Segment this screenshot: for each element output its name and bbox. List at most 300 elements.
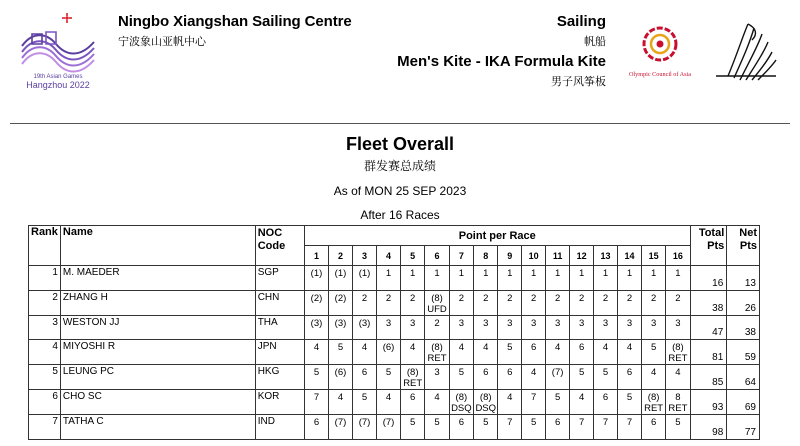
race-points-value: 4 [410, 342, 416, 353]
race-points-value: 5 [650, 342, 657, 353]
race-points-cell [570, 315, 594, 340]
race-points-cell [594, 315, 618, 340]
race-points-value: 5 [578, 367, 585, 378]
race-points-value: (2) [334, 292, 347, 304]
col-header-noc [255, 226, 304, 266]
noc-cell: CHN [255, 290, 304, 315]
race-points-value: 2 [554, 292, 561, 304]
race-points-cell [474, 365, 498, 390]
race-points-cell [546, 365, 570, 390]
name-cell: TATHA C [60, 415, 255, 440]
race-points-value: 1 [650, 268, 657, 279]
race-points-cell [570, 415, 594, 440]
race-points-cell [641, 266, 665, 291]
total-points-cell: 47 [690, 315, 727, 340]
col-header-noc-line2: Code [257, 240, 286, 252]
race-points-cell [474, 390, 498, 415]
race-points-cell [449, 390, 473, 415]
race-points-cell [304, 390, 328, 415]
race-points-cell [641, 340, 665, 365]
race-penalty-code: RET [427, 353, 447, 364]
race-points-value: 5 [626, 392, 633, 403]
race-points-cell [618, 340, 642, 365]
name-cell: MIYOSHI R [60, 340, 255, 365]
race-points-cell [328, 340, 352, 365]
race-points-cell [522, 290, 546, 315]
race-points-value: 3 [578, 317, 585, 329]
rank-cell: 2 [29, 290, 61, 315]
race-points-cell [377, 315, 401, 340]
event-block [397, 13, 606, 89]
race-points-value: 6 [410, 392, 416, 403]
race-points-value: 6 [483, 367, 489, 378]
race-number-header: 7 [449, 246, 473, 266]
race-points-cell [401, 390, 425, 415]
race-points-value: (7) [358, 417, 371, 428]
race-penalty-code: DSQ [475, 403, 497, 414]
race-points-cell [618, 390, 642, 415]
race-points-value: 4 [337, 392, 344, 403]
col-header-noc-line1: NOC [257, 227, 283, 239]
race-points-cell [353, 390, 377, 415]
race-points-value: 1 [458, 268, 464, 279]
race-points-value: 3 [602, 317, 609, 329]
col-header-total-line2: Pts [707, 240, 725, 252]
race-points-value: 2 [675, 292, 681, 304]
event-name-en: Men's Kite - IKA Formula Kite [397, 53, 606, 70]
race-points-cell [641, 315, 665, 340]
race-points-cell [641, 290, 665, 315]
race-points-value: (6) [334, 367, 347, 378]
race-points-value: 3 [650, 317, 657, 329]
race-points-value: (8) [455, 392, 468, 403]
net-points-cell: 64 [727, 365, 760, 390]
race-points-cell [401, 266, 425, 291]
race-points-cell [666, 266, 690, 291]
race-points-cell [618, 266, 642, 291]
header [0, 0, 800, 96]
race-points-value: 5 [530, 417, 537, 428]
race-points-value: (8) [479, 392, 492, 403]
race-points-value: (7) [382, 417, 395, 428]
race-points-cell [522, 415, 546, 440]
race-points-cell [522, 315, 546, 340]
race-points-value: 4 [434, 392, 440, 403]
race-points-value: (8) [406, 367, 419, 378]
race-penalty-code: RET [668, 403, 688, 414]
race-points-cell [474, 340, 498, 365]
results-body [29, 266, 760, 440]
page-title-zh: 群发赛总成绩 [363, 159, 436, 173]
rank-cell: 5 [29, 365, 61, 390]
table-row [29, 266, 760, 291]
table-row [29, 365, 760, 390]
table-row [29, 390, 760, 415]
race-points-cell [570, 390, 594, 415]
race-points-cell [353, 365, 377, 390]
race-points-cell [666, 340, 690, 365]
header-divider [10, 123, 790, 124]
race-points-value: 4 [458, 342, 464, 353]
race-points-value: 3 [530, 317, 537, 329]
race-points-value: 7 [530, 392, 537, 403]
race-points-value: 5 [313, 367, 320, 378]
race-penalty-code: RET [403, 378, 423, 389]
total-points-cell: 85 [690, 365, 727, 390]
race-points-value: 1 [554, 268, 561, 279]
race-points-cell [594, 290, 618, 315]
race-points-value: 2 [626, 292, 633, 304]
race-points-value: 5 [434, 417, 440, 428]
col-header-net-line2: Pts [739, 240, 757, 252]
race-points-value: 1 [507, 268, 513, 279]
name-cell: CHO SC [60, 390, 255, 415]
logo-text-line2: Hangzhou 2022 [26, 80, 90, 90]
race-points-cell [304, 340, 328, 365]
race-points-value: (3) [334, 317, 347, 329]
race-points-value: 3 [434, 367, 440, 378]
race-points-value: 7 [578, 417, 585, 428]
race-points-cell [618, 290, 642, 315]
race-points-cell [377, 290, 401, 315]
race-points-cell [546, 290, 570, 315]
venue-block [118, 13, 352, 49]
race-points-value: 3 [458, 317, 464, 329]
race-points-value: 4 [313, 342, 320, 353]
race-points-value: 3 [385, 317, 392, 329]
race-number-header: 3 [353, 246, 377, 266]
race-points-value: 6 [554, 417, 561, 428]
race-number-header: 16 [666, 246, 690, 266]
race-points-cell [425, 266, 449, 291]
race-points-value: 8 [675, 392, 681, 403]
race-points-cell [546, 315, 570, 340]
rank-cell: 4 [29, 340, 61, 365]
race-points-value: 6 [313, 417, 320, 428]
race-points-value: 5 [483, 417, 489, 428]
race-points-cell [474, 415, 498, 440]
race-points-cell [594, 415, 618, 440]
race-points-value: 7 [602, 417, 609, 428]
table-row [29, 290, 760, 315]
race-points-value: 6 [507, 367, 513, 378]
race-points-cell [594, 340, 618, 365]
noc-cell: HKG [255, 365, 304, 390]
venue-name-zh: 宁波象山亚帆中心 [118, 36, 206, 48]
race-points-cell [546, 390, 570, 415]
race-points-cell [401, 415, 425, 440]
race-points-value: 4 [530, 367, 537, 378]
race-points-cell [594, 390, 618, 415]
oca-logo-text: Olympic Council of Asia [628, 71, 692, 78]
race-points-cell [377, 340, 401, 365]
race-points-value: (1) [334, 268, 347, 279]
race-points-value: 2 [361, 292, 368, 304]
venue-name-en: Ningbo Xiangshan Sailing Centre [118, 13, 352, 30]
race-number-header: 13 [594, 246, 618, 266]
race-points-value: (3) [358, 317, 371, 329]
race-points-value: 5 [337, 342, 344, 353]
race-points-value: 6 [458, 417, 464, 428]
race-points-cell [498, 390, 522, 415]
race-number-header: 10 [522, 246, 546, 266]
rank-cell: 6 [29, 390, 61, 415]
race-points-value: 5 [675, 417, 681, 428]
race-points-value: 3 [626, 317, 633, 329]
total-points-cell: 98 [690, 415, 727, 440]
race-points-value: 1 [602, 268, 609, 279]
col-header-rank: Rank [29, 226, 61, 266]
race-points-cell [498, 266, 522, 291]
race-points-value: 1 [530, 268, 537, 279]
race-points-cell [498, 290, 522, 315]
race-points-value: 1 [434, 268, 440, 279]
name-cell: LEUNG PC [60, 365, 255, 390]
logo-text-line1: 19th Asian Games [33, 74, 83, 80]
race-points-cell [570, 266, 594, 291]
net-points-cell: 69 [727, 390, 760, 415]
race-points-cell [618, 315, 642, 340]
race-points-cell [498, 415, 522, 440]
race-points-cell [618, 365, 642, 390]
race-points-value: (8) [431, 292, 443, 304]
net-points-cell: 59 [727, 340, 760, 365]
race-points-value: 6 [530, 342, 537, 353]
race-points-value: 1 [626, 268, 633, 279]
col-header-points-per-race: Point per Race [304, 226, 690, 246]
race-number-header: 8 [474, 246, 498, 266]
col-header-total-line1: Total [698, 227, 725, 239]
race-points-value: 5 [602, 367, 609, 378]
race-points-value: 4 [385, 392, 392, 403]
race-points-value: 2 [530, 292, 537, 304]
table-row [29, 340, 760, 365]
page-title: Fleet Overall [345, 134, 455, 154]
race-points-cell [425, 340, 449, 365]
race-points-value: (3) [310, 317, 323, 329]
race-number-header: 4 [377, 246, 401, 266]
race-points-cell [377, 365, 401, 390]
race-points-value: 2 [507, 292, 513, 304]
race-points-value: 1 [675, 268, 681, 279]
race-points-cell [522, 390, 546, 415]
race-points-cell [546, 340, 570, 365]
race-points-value: 3 [554, 317, 561, 329]
race-points-cell [425, 390, 449, 415]
race-points-cell [304, 315, 328, 340]
total-points-cell: 38 [690, 290, 727, 315]
race-points-cell [401, 290, 425, 315]
race-points-cell [666, 365, 690, 390]
race-points-cell [401, 315, 425, 340]
race-points-cell [641, 415, 665, 440]
race-points-value: 2 [578, 292, 585, 304]
race-number-header: 14 [618, 246, 642, 266]
race-points-cell [449, 266, 473, 291]
race-points-value: 4 [602, 342, 609, 353]
race-points-value: (8) [431, 342, 443, 353]
race-points-value: 4 [578, 392, 585, 403]
race-points-value: 5 [554, 392, 561, 403]
table-header-row [29, 226, 760, 246]
race-points-value: 6 [361, 367, 368, 378]
race-points-cell [666, 415, 690, 440]
race-points-cell [666, 390, 690, 415]
race-points-cell [498, 340, 522, 365]
name-cell: ZHANG H [60, 290, 255, 315]
col-header-total [690, 226, 727, 266]
race-points-cell [401, 340, 425, 365]
race-points-cell [570, 340, 594, 365]
race-points-cell [449, 340, 473, 365]
net-points-cell: 38 [727, 315, 760, 340]
race-points-value: (2) [310, 292, 323, 304]
race-penalty-code: RET [668, 353, 688, 364]
race-points-value: 3 [507, 317, 513, 329]
net-points-cell: 77 [727, 415, 760, 440]
race-points-value: 1 [410, 268, 416, 279]
race-points-value: (1) [310, 268, 323, 279]
race-points-cell [328, 365, 352, 390]
race-penalty-code: UFD [427, 303, 447, 315]
race-points-value: 2 [434, 317, 440, 329]
table-row [29, 315, 760, 340]
race-points-value: 6 [602, 392, 609, 403]
race-points-cell [618, 415, 642, 440]
race-points-cell [666, 315, 690, 340]
race-points-value: 7 [507, 417, 513, 428]
event-name-zh: 男子风筝板 [551, 76, 606, 88]
race-number-header: 12 [570, 246, 594, 266]
race-number-header: 6 [425, 246, 449, 266]
oca-logo [622, 20, 698, 84]
race-points-value: 7 [313, 392, 320, 403]
race-points-cell [328, 390, 352, 415]
race-points-value: 5 [361, 392, 368, 403]
race-points-cell [522, 266, 546, 291]
race-points-value: 5 [507, 342, 513, 353]
rank-cell: 7 [29, 415, 61, 440]
race-points-value: 2 [385, 292, 392, 304]
col-header-net-line1: Net [739, 227, 757, 239]
noc-cell: THA [255, 315, 304, 340]
race-points-value: 4 [507, 392, 513, 403]
race-points-value: 4 [650, 367, 657, 378]
race-points-cell [377, 415, 401, 440]
race-points-cell [328, 290, 352, 315]
race-points-cell [449, 315, 473, 340]
race-points-cell [594, 365, 618, 390]
race-points-cell [425, 290, 449, 315]
as-of-date: As of MON 25 SEP 2023 [333, 184, 467, 198]
race-points-value: 4 [554, 342, 561, 353]
race-points-cell [353, 340, 377, 365]
race-points-cell [546, 266, 570, 291]
race-points-value: (6) [382, 342, 395, 353]
net-points-cell: 26 [727, 290, 760, 315]
race-points-value: 1 [483, 268, 489, 279]
race-points-value: 4 [626, 342, 633, 353]
name-cell: M. MAEDER [60, 266, 255, 291]
race-points-value: 2 [650, 292, 657, 304]
race-points-value: 3 [410, 317, 416, 329]
race-points-cell [328, 266, 352, 291]
race-points-cell [641, 365, 665, 390]
race-number-header: 2 [328, 246, 352, 266]
race-points-cell [401, 365, 425, 390]
noc-cell: KOR [255, 390, 304, 415]
race-points-cell [522, 340, 546, 365]
race-points-value: 2 [483, 292, 489, 304]
race-points-value: (1) [358, 268, 371, 279]
hangzhou-emblem-logo [708, 18, 784, 84]
total-points-cell: 93 [690, 390, 727, 415]
asian-games-logo [16, 12, 100, 96]
rank-cell: 1 [29, 266, 61, 291]
race-points-value: 5 [410, 417, 416, 428]
race-points-cell [449, 365, 473, 390]
net-points-cell: 13 [727, 266, 760, 291]
race-points-cell [353, 315, 377, 340]
race-number-header: 11 [546, 246, 570, 266]
race-points-cell [641, 390, 665, 415]
noc-cell: IND [255, 415, 304, 440]
races-count: After 16 Races [360, 208, 440, 222]
race-points-cell [474, 266, 498, 291]
race-points-value: 5 [385, 367, 392, 378]
race-points-value: 2 [410, 292, 416, 304]
race-points-value: 2 [458, 292, 464, 304]
race-points-cell [377, 266, 401, 291]
race-points-cell [353, 266, 377, 291]
race-points-cell [304, 266, 328, 291]
race-number-header: 15 [641, 246, 665, 266]
race-penalty-code: DSQ [451, 403, 472, 414]
race-points-cell [304, 290, 328, 315]
race-points-cell [328, 315, 352, 340]
race-penalty-code: RET [644, 403, 664, 414]
results-table [28, 225, 760, 440]
race-points-cell [425, 315, 449, 340]
race-points-cell [666, 290, 690, 315]
race-points-value: 3 [483, 317, 489, 329]
race-points-cell [304, 415, 328, 440]
race-points-value: (8) [647, 392, 660, 403]
total-points-cell: 81 [690, 340, 727, 365]
race-points-cell [522, 365, 546, 390]
race-points-cell [570, 290, 594, 315]
race-points-cell [498, 315, 522, 340]
race-points-value: 6 [626, 367, 633, 378]
race-number-header: 5 [401, 246, 425, 266]
race-points-cell [594, 266, 618, 291]
race-points-value: 4 [483, 342, 489, 353]
race-points-cell [498, 365, 522, 390]
race-points-cell [546, 415, 570, 440]
table-row [29, 415, 760, 440]
name-cell: WESTON JJ [60, 315, 255, 340]
race-points-cell [570, 365, 594, 390]
race-points-value: 5 [458, 367, 464, 378]
race-points-cell [474, 290, 498, 315]
noc-cell: SGP [255, 266, 304, 291]
race-points-value: 2 [602, 292, 609, 304]
race-number-header: 9 [498, 246, 522, 266]
total-points-cell: 16 [690, 266, 727, 291]
race-points-value: (8) [672, 342, 684, 353]
race-points-cell [449, 290, 473, 315]
race-points-cell [449, 415, 473, 440]
